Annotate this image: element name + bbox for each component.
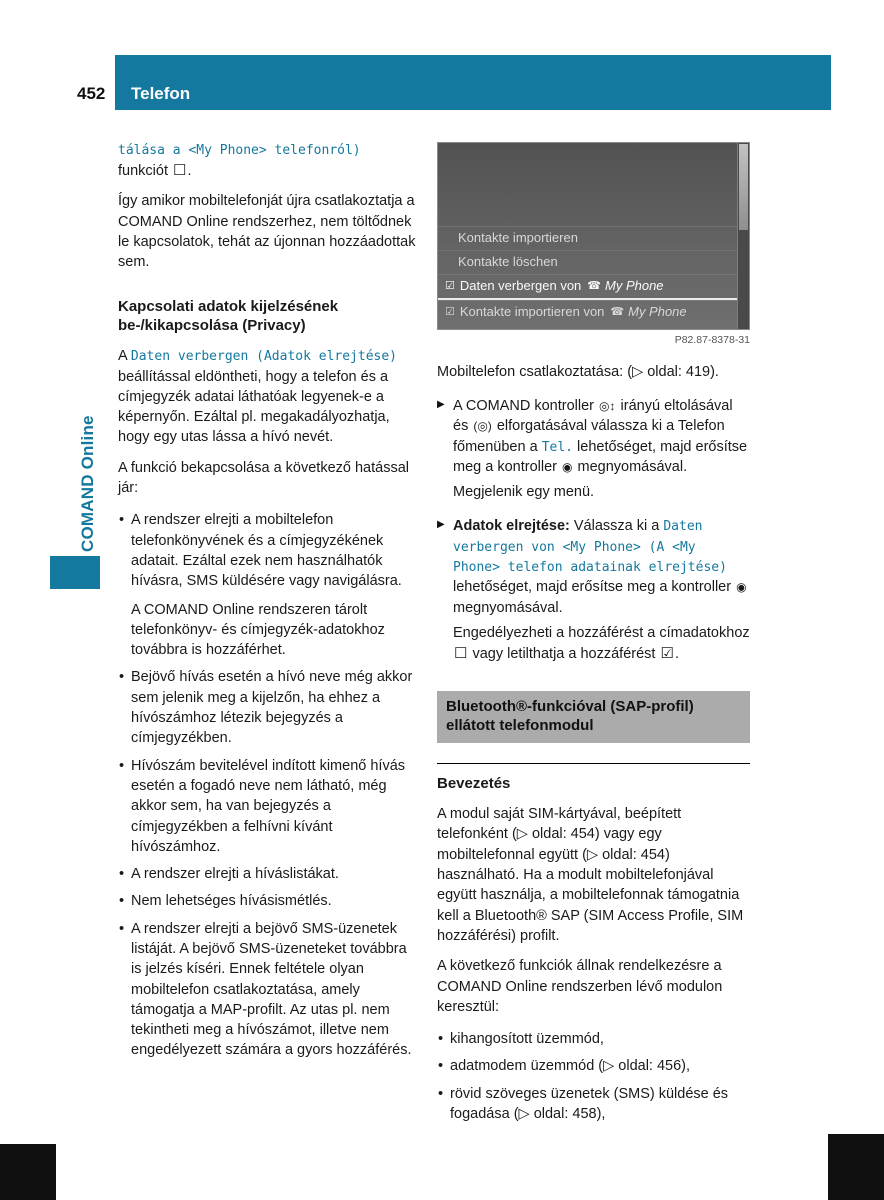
controller-press-icon: ◉ (562, 459, 573, 474)
text-segment: A rendszer elrejti a mobiltelefon telefonkönyvének és a címjegyzékének adatait. Ezáltal ezek nem használhatók hívásra, SMS küldésére vagy navigálásra. (131, 512, 402, 590)
continued-sentence (118, 160, 420, 181)
features-list (437, 1029, 750, 1124)
menu-item-label: Kontakte importieren (458, 230, 578, 246)
controller-slide-icon: ◎↕ (599, 398, 616, 413)
text-segment: . (674, 646, 679, 663)
text-segment: A COMAND kontroller (453, 397, 599, 414)
comand-menu (438, 226, 737, 324)
text-segment: . (187, 163, 192, 180)
module-heading-box: Bluetooth®-funkcióval (SAP-profil) ellátott telefonmodul (437, 691, 750, 744)
phone-icon: ☎ (610, 305, 625, 318)
list-item (118, 891, 420, 911)
sidebar-chapter-label: COMAND Online (78, 415, 97, 552)
checkbox-unchecked-icon: ☐ (454, 645, 468, 663)
text-segment: lehetőséget, majd erősítse meg a kontroller (453, 579, 736, 596)
step-result (453, 623, 750, 665)
text-segment: A (118, 348, 131, 365)
step-result: Megjelenik egy menü. (453, 484, 595, 501)
menu-item-kontakte-loeschen (438, 250, 737, 274)
checkbox-icon: ☑ (445, 279, 455, 292)
section-heading-privacy: Kapcsolati adatok kijelzésének be-/kikapcsolása (Privacy) (118, 297, 339, 335)
text-segment: A rendszer elrejti a bejövő SMS-üzenetek listáját. A bejövő SMS-üzeneteket továbbra is jelzés kíséri. Ennek feltétele olyan mobiltelefon csatlakoztatása, amely támogatja a MAP-profilt. Az utas pl. nem tekintheti meg a hívószámot, illetve nem engedélyezett számára a gyors hozzáférés. (131, 920, 412, 1059)
menu-item-kontakte-importieren (438, 226, 737, 250)
text-segment: megnyomásával. (453, 599, 563, 616)
list-item (118, 510, 420, 660)
list-item (118, 864, 420, 884)
step-bold-label: Adatok elrejtése: (453, 518, 570, 535)
text-segment: vagy letilthatja a hozzáférést (468, 646, 660, 663)
text-segment: Bejövő hívás esetén a hívó neve még akkor sem jelenik meg a kijelzőn, ha ehhez a hívószámhoz létezik bejegyzés a címjegyzékben. (131, 669, 413, 747)
text-segment: funkciót (118, 163, 172, 180)
text-segment: lehetőséget, majd erősítse meg a kontroller (453, 438, 748, 475)
header-band (115, 55, 831, 110)
step-text (453, 516, 750, 617)
text-segment: Válassza ki a (569, 518, 664, 535)
text-segment: kihangosított üzemmód, (450, 1031, 604, 1048)
text-segment: elforgatásával válassza ki a Telefon főmenüben a (453, 418, 725, 455)
right-column (437, 142, 750, 1124)
text-segment: rövid szöveges üzenetek (SMS) küldése és fogadása (▷ oldal: 458), (450, 1085, 729, 1122)
section-heading-bevezetes: Bevezetés (437, 763, 750, 794)
scrollbar (737, 143, 749, 329)
ui-term-daten-verbergen: Daten verbergen (Adatok elrejtése) (130, 349, 398, 365)
step-select-tel (437, 396, 750, 502)
checkbox-unchecked-icon: ☐ (173, 162, 187, 180)
left-column (118, 142, 420, 1061)
list-item (118, 667, 420, 748)
paragraph-effects-intro: A funkció bekapcsolása a következő hatással jár: (118, 459, 409, 497)
device-name: My Phone (628, 304, 687, 320)
step-text (453, 396, 750, 477)
checkbox-icon: ☑ (445, 305, 455, 318)
list-item (118, 756, 420, 857)
menu-item-kontakte-importieren-von (438, 300, 737, 324)
list-item (437, 1084, 750, 1125)
scan-corner-block (828, 1134, 884, 1200)
comand-screenshot-figure (437, 142, 750, 348)
scan-corner-block (0, 1144, 56, 1200)
paragraph-features-intro: A következő funkciók állnak rendelkezésre a COMAND Online rendszerben lévő modulon keresztül: (437, 958, 723, 1015)
paragraph-privacy (118, 346, 420, 447)
text-segment: Nem lehetséges hívásismétlés. (131, 893, 332, 910)
menu-item-label: Kontakte löschen (458, 254, 558, 270)
controller-press-icon: ◉ (736, 580, 747, 595)
text-segment: irányú eltolásával és (453, 397, 733, 435)
menu-item-label: Daten verbergen von (459, 278, 582, 294)
list-item (437, 1029, 750, 1049)
phone-icon: ☎ (587, 279, 601, 292)
device-name: My Phone (605, 278, 664, 294)
text-segment: beállítással eldöntheti, hogy a telefon és a címjegyzék adatai láthatóak legyenek-e a képernyőn. Ezáltal pl. megakadályozhatja, hogy egy utas lássa a hívó nevét. (118, 368, 390, 446)
checkbox-checked-icon: ☑ (660, 645, 674, 663)
text-segment: Hívószám bevitelével indított kimenő hívás esetén a fogadó neve nem látható, még akkor sem, ha van bejegyzés a címjegyzékben a felhívni kívánt hívószámhoz. (131, 757, 406, 855)
ui-term-tel: Tel. (541, 439, 573, 455)
step-hide-data (437, 516, 750, 664)
text-segment: Engedélyezheti a hozzáférést a címadatokhoz (453, 624, 750, 641)
paragraph-module: A modul saját SIM-kártyával, beépített telefonként (▷ oldal: 454) vagy egy mobiltelefonnal együtt (▷ oldal: 454) használható. Ha a modult mobiltelefonjával együtt használja, a mobiltelefonnak támogatnia kell a Bluetooth® SAP (SIM Access Profile, SIM hozzáférési) profilt. (437, 806, 744, 944)
page-number: 452 (77, 84, 106, 103)
figure-caption: P82.87-8378-31 (674, 334, 750, 346)
scrollbar-thumb (739, 144, 748, 230)
sidebar-color-tab (50, 556, 100, 589)
comand-display (437, 142, 750, 330)
ui-term-daten-verbergen-von: Daten verbergen von <My Phone> (A <My Phone> telefon adatainak elrejtése) (453, 519, 727, 576)
continued-ui-term: tálása a <My Phone> telefonról) (118, 143, 361, 158)
chapter-title: Telefon (131, 84, 191, 103)
paragraph-reconnect: Így amikor mobiltelefonját újra csatlakoztatja a COMAND Online rendszerhez, nem töltődnek le kapcsolatok, tehát az újonnan hozzáadottak sem. (118, 193, 416, 271)
paragraph-connect: Mobiltelefon csatlakoztatása: (▷ oldal: 419). (437, 363, 719, 380)
text-segment: A rendszer elrejti a híváslistákat. (131, 866, 339, 883)
menu-item-daten-verbergen-von (438, 274, 737, 300)
text-segment: megnyomásával. (573, 458, 688, 475)
text-segment: adatmodem üzemmód (▷ oldal: 456), (450, 1058, 691, 1075)
controller-rotate-icon: (◎) (473, 419, 492, 434)
list-item (437, 1056, 750, 1076)
list-item (118, 919, 420, 1061)
menu-item-label: Kontakte importieren von (459, 304, 605, 320)
effects-list (118, 510, 420, 1060)
list-item-extra: A COMAND Online rendszeren tárolt telefonkönyv- és címjegyzék-adatokhoz továbbra is hozzáférhet. (131, 601, 385, 659)
